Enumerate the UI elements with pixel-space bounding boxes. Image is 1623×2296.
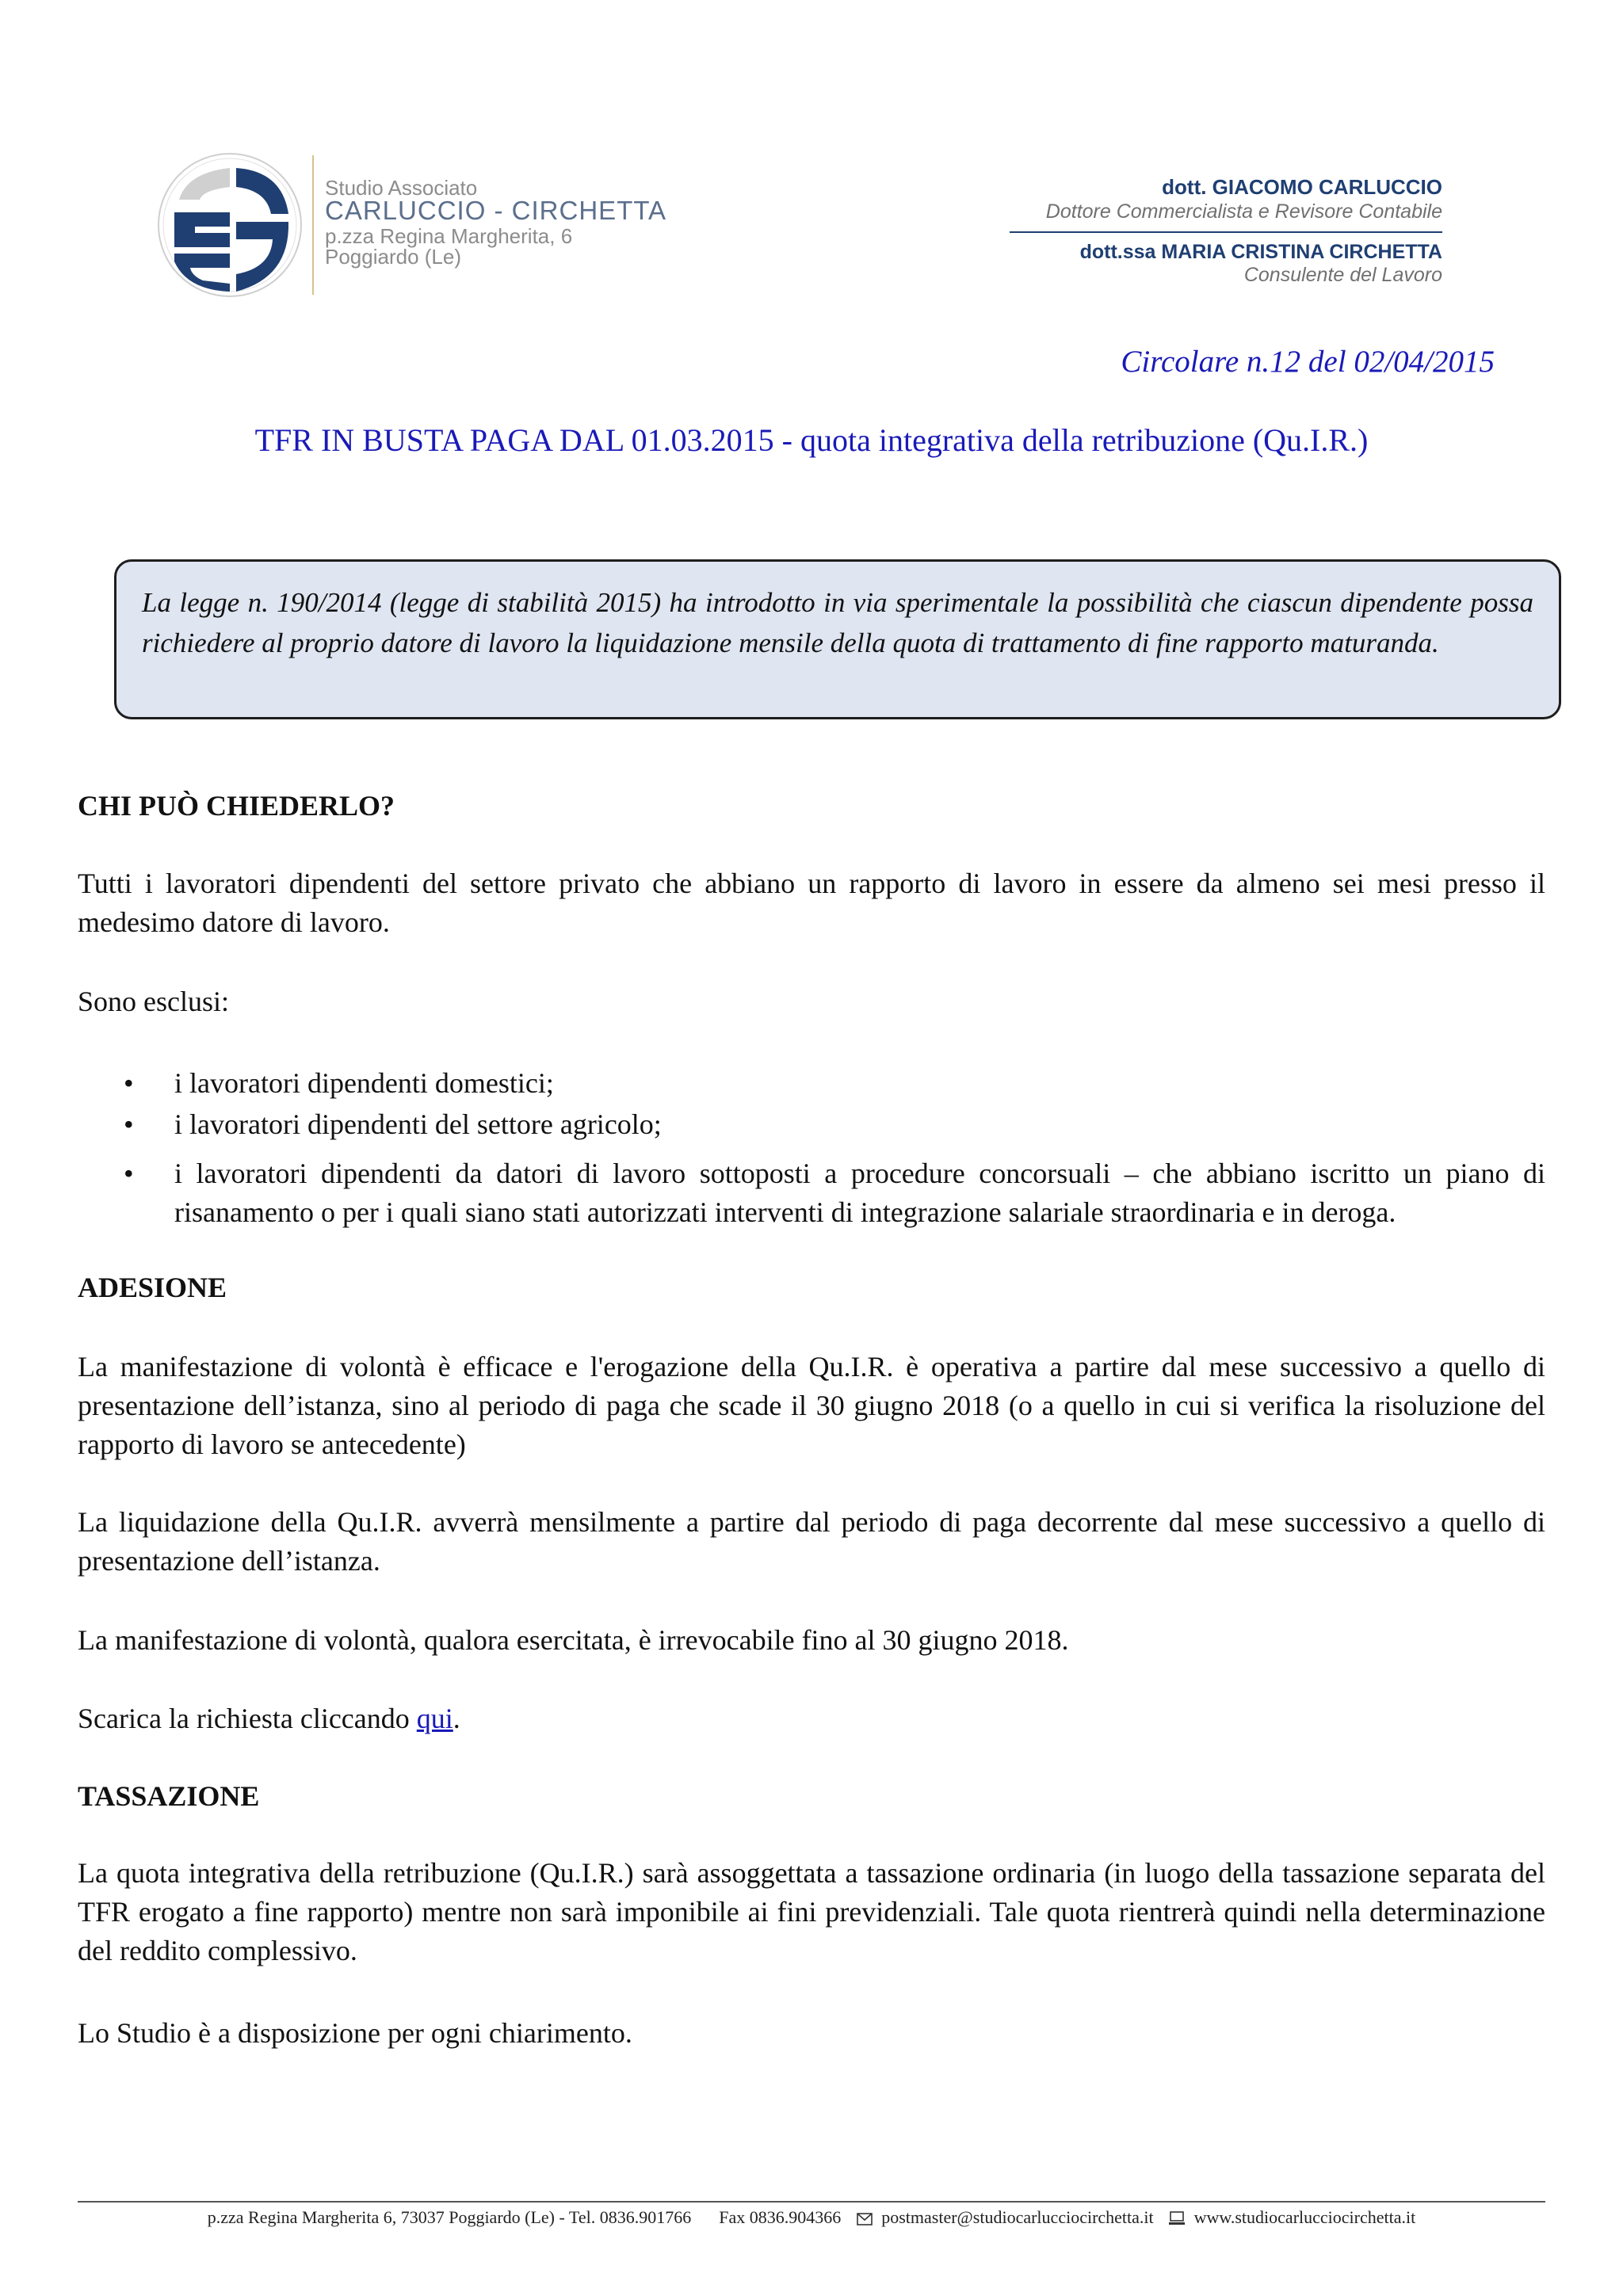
envelope-icon	[857, 2210, 873, 2230]
download-suffix: .	[453, 1703, 460, 1734]
section-heading-chi: CHI PUÒ CHIEDERLO?	[78, 790, 395, 822]
excluded-label: Sono esclusi:	[78, 986, 230, 1017]
bullet-icon: •	[124, 1108, 134, 1140]
studio-address-line: p.zza Regina Margherita, 6	[325, 224, 573, 248]
studio-name-line1: Studio Associato	[325, 176, 478, 200]
intro-text: La legge n. 190/2014 (legge di stabilità 2015) ha introdotto in via sperimentale la possibilità che ciascun dipendente possa richiedere al proprio datore di lavoro la liquidazione mensile della quota di trattamento di fine rapporto maturanda.	[142, 587, 1533, 658]
download-request-line	[78, 1699, 1545, 1738]
download-link[interactable]: qui	[416, 1703, 453, 1734]
list-item-text: i lavoratori dipendenti domestici;	[174, 1067, 554, 1099]
intro-callout-box	[114, 559, 1561, 719]
bullet-icon: •	[124, 1158, 134, 1189]
list-item	[124, 1105, 1545, 1144]
studio-city-line: Poggiardo (Le)	[325, 245, 461, 269]
list-item	[124, 1154, 1545, 1232]
footer-email[interactable]: postmaster@studiocarlucciocirchetta.it	[881, 2207, 1154, 2227]
footer-divider	[78, 2201, 1545, 2203]
adesione-paragraph-2: La liquidazione della Qu.I.R. avverrà mensilmente a partire dal periodo di paga decorrente dal mese successivo a quello di presentazione dell’istanza.	[78, 1506, 1545, 1577]
list-item	[124, 1064, 1545, 1103]
footer	[0, 2207, 1623, 2230]
download-prefix: Scarica la richiesta cliccando	[78, 1703, 417, 1734]
section-heading-adesione: ADESIONE	[78, 1272, 227, 1303]
studio-name-line2: CARLUCCIO - CIRCHETTA	[325, 196, 667, 225]
closing-line: Lo Studio è a disposizione per ogni chiarimento.	[78, 2017, 632, 2049]
professional-1-name: dott. GIACOMO CARLUCCIO	[1162, 175, 1442, 199]
list-item-text: i lavoratori dipendenti del settore agricolo;	[174, 1108, 662, 1140]
eg-monogram-icon	[155, 151, 304, 299]
logo-divider	[312, 155, 314, 295]
studio-logo	[155, 151, 304, 299]
list-item-text: i lavoratori dipendenti da datori di lavoro sottoposti a procedure concorsuali – che abbiano iscritto un piano di risanamento o per i quali siano stati autorizzati interventi di integrazione salariale straordinaria e in deroga.	[174, 1158, 1545, 1228]
computer-icon	[1169, 2210, 1185, 2230]
circular-number: Circolare n.12 del 02/04/2015	[1121, 345, 1495, 379]
footer-fax: Fax 0836.904366	[719, 2207, 842, 2227]
professional-2-title: Consulente del Lavoro	[1243, 264, 1442, 286]
footer-website[interactable]: www.studiocarlucciocirchetta.it	[1193, 2207, 1416, 2227]
professional-2-name: dott.ssa MARIA CRISTINA CIRCHETTA	[1079, 241, 1442, 263]
adesione-paragraph-3: La manifestazione di volontà, qualora esercitata, è irrevocabile fino al 30 giugno 2018.	[78, 1624, 1069, 1656]
professional-1-title: Dottore Commercialista e Revisore Contabile	[1045, 200, 1442, 223]
document-title: TFR IN BUSTA PAGA DAL 01.03.2015 - quota integrativa della retribuzione (Qu.I.R.)	[254, 422, 1369, 458]
adesione-paragraph-1: La manifestazione di volontà è efficace e l'erogazione della Qu.I.R. è operativa a partire dal mese successivo a quello di presentazione dell’istanza, sino al periodo di paga che scade il 30 giugno 2018 (o a quello in cui si verifica la risoluzione del rapporto di lavoro se antecedente)	[78, 1351, 1545, 1460]
bullet-icon: •	[124, 1067, 134, 1099]
section-heading-tassazione: TASSAZIONE	[78, 1780, 260, 1812]
footer-address: p.zza Regina Margherita 6, 73037 Poggiardo (Le) - Tel. 0836.901766	[207, 2207, 692, 2227]
header-divider	[1010, 231, 1442, 233]
eligibility-paragraph: Tutti i lavoratori dipendenti del settore privato che abbiano un rapporto di lavoro in essere da almeno sei mesi presso il medesimo datore di lavoro.	[78, 868, 1545, 938]
tassazione-paragraph: La quota integrativa della retribuzione (Qu.I.R.) sarà assoggettata a tassazione ordinaria (in luogo della tassazione separata del TFR erogato a fine rapporto) mentre non sarà imponibile ai fini previdenziali. Tale quota rientrerà quindi nella determinazione del reddito complessivo.	[78, 1857, 1545, 1966]
